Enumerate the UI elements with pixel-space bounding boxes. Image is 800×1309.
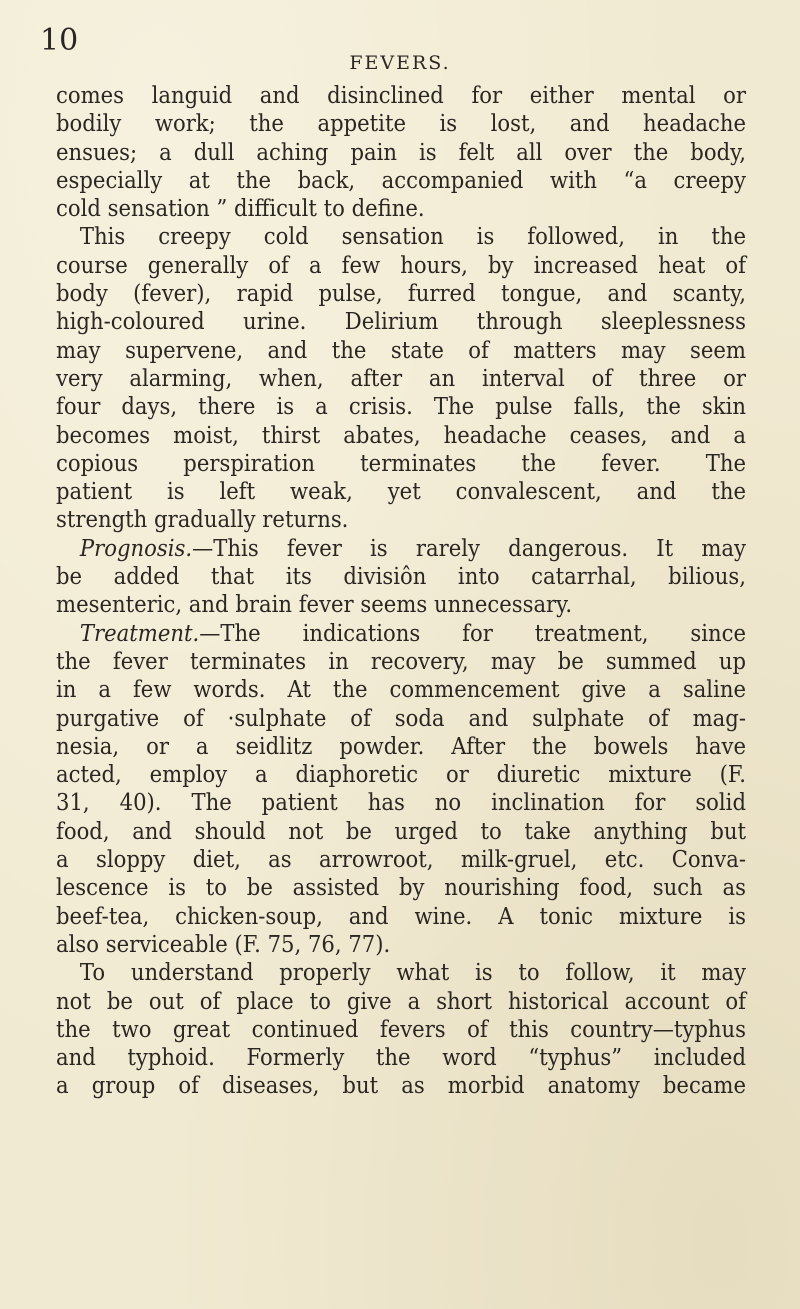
text-line: mesenteric, and brain fever seems unnecessary. (56, 592, 573, 619)
text-line: a sloppy diet, as arrowroot, milk-gruel, etc. Conva- (56, 847, 746, 874)
text-line: bodily work; the appetite is lost, and headache (56, 111, 746, 138)
text-line: 31, 40). The patient has no inclination for solid (56, 790, 746, 817)
text-line: patient is left weak, yet convalescent, and the (56, 479, 746, 506)
text-line: acted, employ a diaphoretic or diuretic mixture (F. (56, 762, 746, 789)
text-line: very alarming, when, after an interval of three or (56, 365, 746, 392)
section-heading-prognosis: Prognosis. (79, 535, 193, 562)
paragraph-1 (56, 82, 746, 223)
body-text (56, 82, 746, 1101)
paragraph-prognosis (56, 535, 746, 620)
text-line: the fever terminates in recovery, may be summed up (56, 648, 746, 675)
text-line: four days, there is a crisis. The pulse falls, the skin (56, 394, 746, 421)
text-line: copious perspiration terminates the fever. The (56, 450, 746, 477)
text-line: cold sensation ” difficult to define. (56, 196, 425, 223)
paragraph-2 (56, 223, 746, 534)
paragraph-5 (56, 959, 746, 1100)
text-line: course generally of a few hours, by increased heat of (56, 252, 746, 279)
text-line: strength gradually returns. (56, 507, 349, 534)
text-line: lescence is to be assisted by nourishing food, such as (56, 875, 746, 902)
text-run: —This fever is rarely dangerous. It may (192, 535, 746, 562)
text-line: becomes moist, thirst abates, headache ceases, and a (56, 422, 746, 449)
text-line: comes languid and disinclined for either mental or (56, 83, 746, 109)
running-head (40, 16, 760, 74)
text-line (56, 620, 746, 648)
text-line: To understand properly what is to follow, it may (79, 960, 747, 987)
text-line: nesia, or a seidlitz powder. After the bowels have (56, 733, 746, 760)
text-line: not be out of place to give a short historical account of (56, 988, 746, 1015)
text-line: in a few words. At the commencement give a saline (56, 677, 746, 704)
text-line: purgative of ·sulphate of soda and sulphate of mag- (56, 705, 746, 732)
text-line: may supervene, and the state of matters may seem (56, 337, 746, 364)
text-line: and typhoid. Formerly the word “typhus” included (56, 1045, 746, 1072)
text-line: This creepy cold sensation is followed, in the (79, 224, 747, 251)
text-line: also serviceable (F. 75, 76, 77). (56, 931, 391, 958)
section-heading-treatment: Treatment. (79, 620, 200, 647)
text-line: beef-tea, chicken-soup, and wine. A tonic mixture is (56, 903, 746, 930)
text-line: high-coloured urine. Delirium through sleeplessness (56, 309, 746, 336)
text-line: especially at the back, accompanied with “a creepy (56, 167, 746, 194)
running-title: FEVERS. (349, 52, 451, 74)
paragraph-treatment (56, 620, 746, 960)
text-line: body (fever), rapid pulse, furred tongue, and scanty, (56, 281, 746, 308)
text-line: the two great continued fevers of this country—typhus (56, 1016, 746, 1043)
text-line: a group of diseases, but as morbid anatomy became (56, 1073, 746, 1100)
text-run: —The indications for treatment, since (199, 620, 746, 647)
text-line: be added that its divisiôn into catarrhal, bilious, (56, 564, 746, 591)
text-line (56, 535, 746, 563)
page-number: 10 (40, 23, 79, 58)
text-line: food, and should not be urged to take anything but (56, 818, 746, 845)
text-line: ensues; a dull aching pain is felt all over the body, (56, 139, 746, 166)
